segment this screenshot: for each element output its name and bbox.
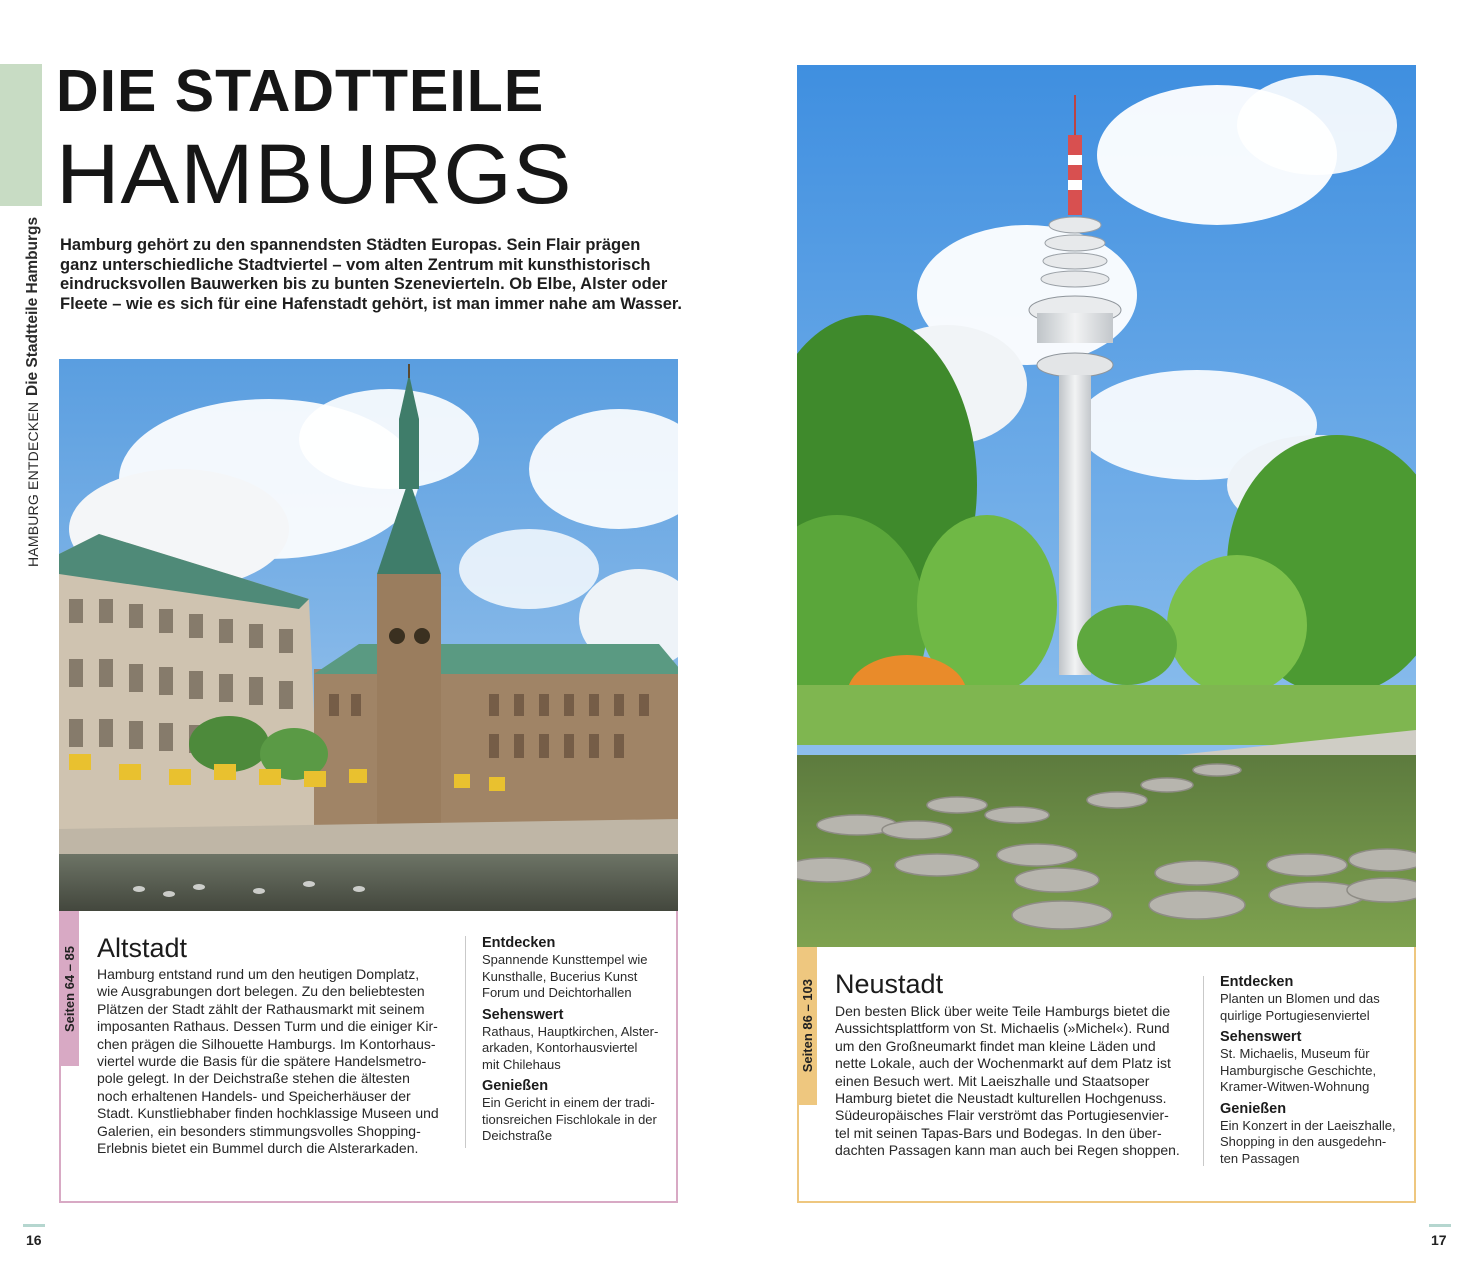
text-line: Südeuropäisches Flair verströmt das Portugiesenvier- xyxy=(835,1107,1169,1124)
text-line: um den Großneumarkt findet man kleine Läden und xyxy=(835,1037,1156,1054)
neustadt-heading: Neustadt xyxy=(835,969,944,999)
neustadt-photo xyxy=(797,65,1416,947)
text-line: nette Lokale, auch der Wochenmarkt auf dem Platz ist xyxy=(835,1055,1171,1072)
highlight-line: quirlige Portugiesenviertel xyxy=(1220,1007,1370,1023)
highlight-line: tionsreichen Fischlokale in der xyxy=(482,1111,657,1127)
highlight-line: Kramer-Witwen-Wohnung xyxy=(1220,1079,1370,1094)
highlight-line: mit Chilehaus xyxy=(482,1056,561,1072)
text-line: dachten Passagen kann man auch bei Regen shoppen. xyxy=(835,1142,1180,1159)
text-line: chen prägen die Silhouette Hamburgs. Im Kontorhaus- xyxy=(97,1035,436,1052)
page-number-left: 16 xyxy=(26,1232,42,1248)
running-head xyxy=(22,216,44,567)
altstadt-heading: Altstadt xyxy=(97,933,188,963)
text-line: Hamburg bietet die Neustadt kulturellen Hochgenuss. xyxy=(835,1090,1167,1107)
running-head-chapter: Die Stadtteile Hamburgs xyxy=(24,216,41,396)
altstadt-highlights xyxy=(482,934,672,1145)
column-divider xyxy=(1203,976,1204,1166)
highlight-line: Ein Konzert in der Laeiszhalle, xyxy=(1220,1117,1396,1133)
text-line: Aussichtsplattform von St. Michaelis (»Michel«). Rund xyxy=(835,1020,1170,1037)
text-line: tel mit seinen Tapas-Bars und Bodegas. In den über- xyxy=(835,1124,1162,1141)
highlight-line: Deichstraße xyxy=(482,1128,553,1143)
text-line: noch erhaltenen Handels- und Speicherhäuser der xyxy=(97,1087,411,1104)
highlight-line: Shopping in den ausgedehn- xyxy=(1220,1134,1387,1149)
intro-line: ganz unterschiedliche Stadtviertel – vom alten Zentrum mit kunsthistorisch xyxy=(60,255,651,274)
text-line: Den besten Blick über weite Teile Hamburgs bietet die xyxy=(835,1003,1171,1019)
highlight-heading: Genießen xyxy=(1220,1100,1287,1117)
highlight-heading: Genießen xyxy=(482,1078,549,1094)
text-line: pole gelegt. In der Deichstraße stehen die ältesten xyxy=(97,1070,410,1087)
page-number-right: 17 xyxy=(1431,1232,1447,1248)
altstadt-description xyxy=(97,966,459,1157)
highlight-line: Ein Gericht in einem der tradi- xyxy=(482,1095,655,1110)
highlight-line: ten Passagen xyxy=(1220,1150,1300,1166)
page-title-line2: HAMBURGS xyxy=(56,126,573,222)
text-line: wie Ausgrabungen dort belegen. Zu den beliebtesten xyxy=(97,983,425,1000)
text-line: einen Besuch wert. Mit Laeiszhalle und Staatsoper xyxy=(835,1072,1150,1089)
neustadt-description xyxy=(835,1003,1190,1160)
section-color-tab xyxy=(0,64,42,206)
highlight-line: Planten un Blomen und das xyxy=(1220,991,1380,1006)
page-number-rule xyxy=(23,1224,45,1227)
highlight-line: St. Michaelis, Museum für xyxy=(1220,1046,1370,1061)
running-head-section: HAMBURG ENTDECKEN xyxy=(25,401,41,567)
highlight-line: arkaden, Kontorhausviertel xyxy=(482,1040,638,1055)
intro-line: Fleete – wie es sich für eine Hafenstadt gehört, ist man immer nahe am Wasser. xyxy=(60,294,683,313)
highlight-line: Hamburgische Geschichte, xyxy=(1220,1062,1377,1078)
page-number-rule xyxy=(1429,1224,1451,1227)
neustadt-highlights xyxy=(1220,973,1405,1167)
highlight-line: Spannende Kunsttempel wie xyxy=(482,952,648,967)
neustadt-page-range-tab xyxy=(797,947,817,1105)
intro-paragraph xyxy=(60,236,685,314)
column-divider xyxy=(465,936,466,1148)
highlight-line: Forum und Deichtorhallen xyxy=(482,985,632,1000)
intro-line: eindrucksvollen Bauwerken bis zu bunten Szenevierteln. Ob Elbe, Alster oder xyxy=(60,275,668,293)
altstadt-photo xyxy=(59,359,678,911)
altstadt-page-range-tab xyxy=(59,911,79,1066)
text-line: Hamburg entstand rund um den heutigen Domplatz, xyxy=(97,966,420,982)
highlight-heading: Entdecken xyxy=(482,935,556,951)
highlight-heading: Sehenswert xyxy=(1220,1029,1302,1045)
page-title-line1: DIE STADTTEILE xyxy=(56,58,545,124)
intro-line: Hamburg gehört zu den spannendsten Städten Europas. Sein Flair prägen xyxy=(60,236,641,254)
text-line: viertel wurde die Basis für die spätere Handelsmetro- xyxy=(97,1053,427,1070)
altstadt-page-range: Seiten 64 – 85 xyxy=(61,945,77,1032)
text-line: Plätzen der Stadt zählt der Rathausmarkt mit seinem xyxy=(97,1000,425,1017)
neustadt-page-range: Seiten 86 – 103 xyxy=(799,979,815,1073)
text-line: Galerien, ein besonders stimmungsvolles Shopping- xyxy=(97,1122,421,1139)
text-line: imposanten Rathaus. Dessen Turm und die einiger Kir- xyxy=(97,1018,438,1035)
highlight-line: Kunsthalle, Bucerius Kunst xyxy=(482,968,638,984)
highlight-heading: Entdecken xyxy=(1220,974,1294,990)
highlight-heading: Sehenswert xyxy=(482,1006,564,1023)
text-line: Erlebnis bietet ein Bummel durch die Alsterarkaden. xyxy=(97,1140,419,1157)
text-line: Stadt. Kunstliebhaber finden hochklassige Museen und xyxy=(97,1105,439,1122)
highlight-line: Rathaus, Hauptkirchen, Alster- xyxy=(482,1023,659,1039)
